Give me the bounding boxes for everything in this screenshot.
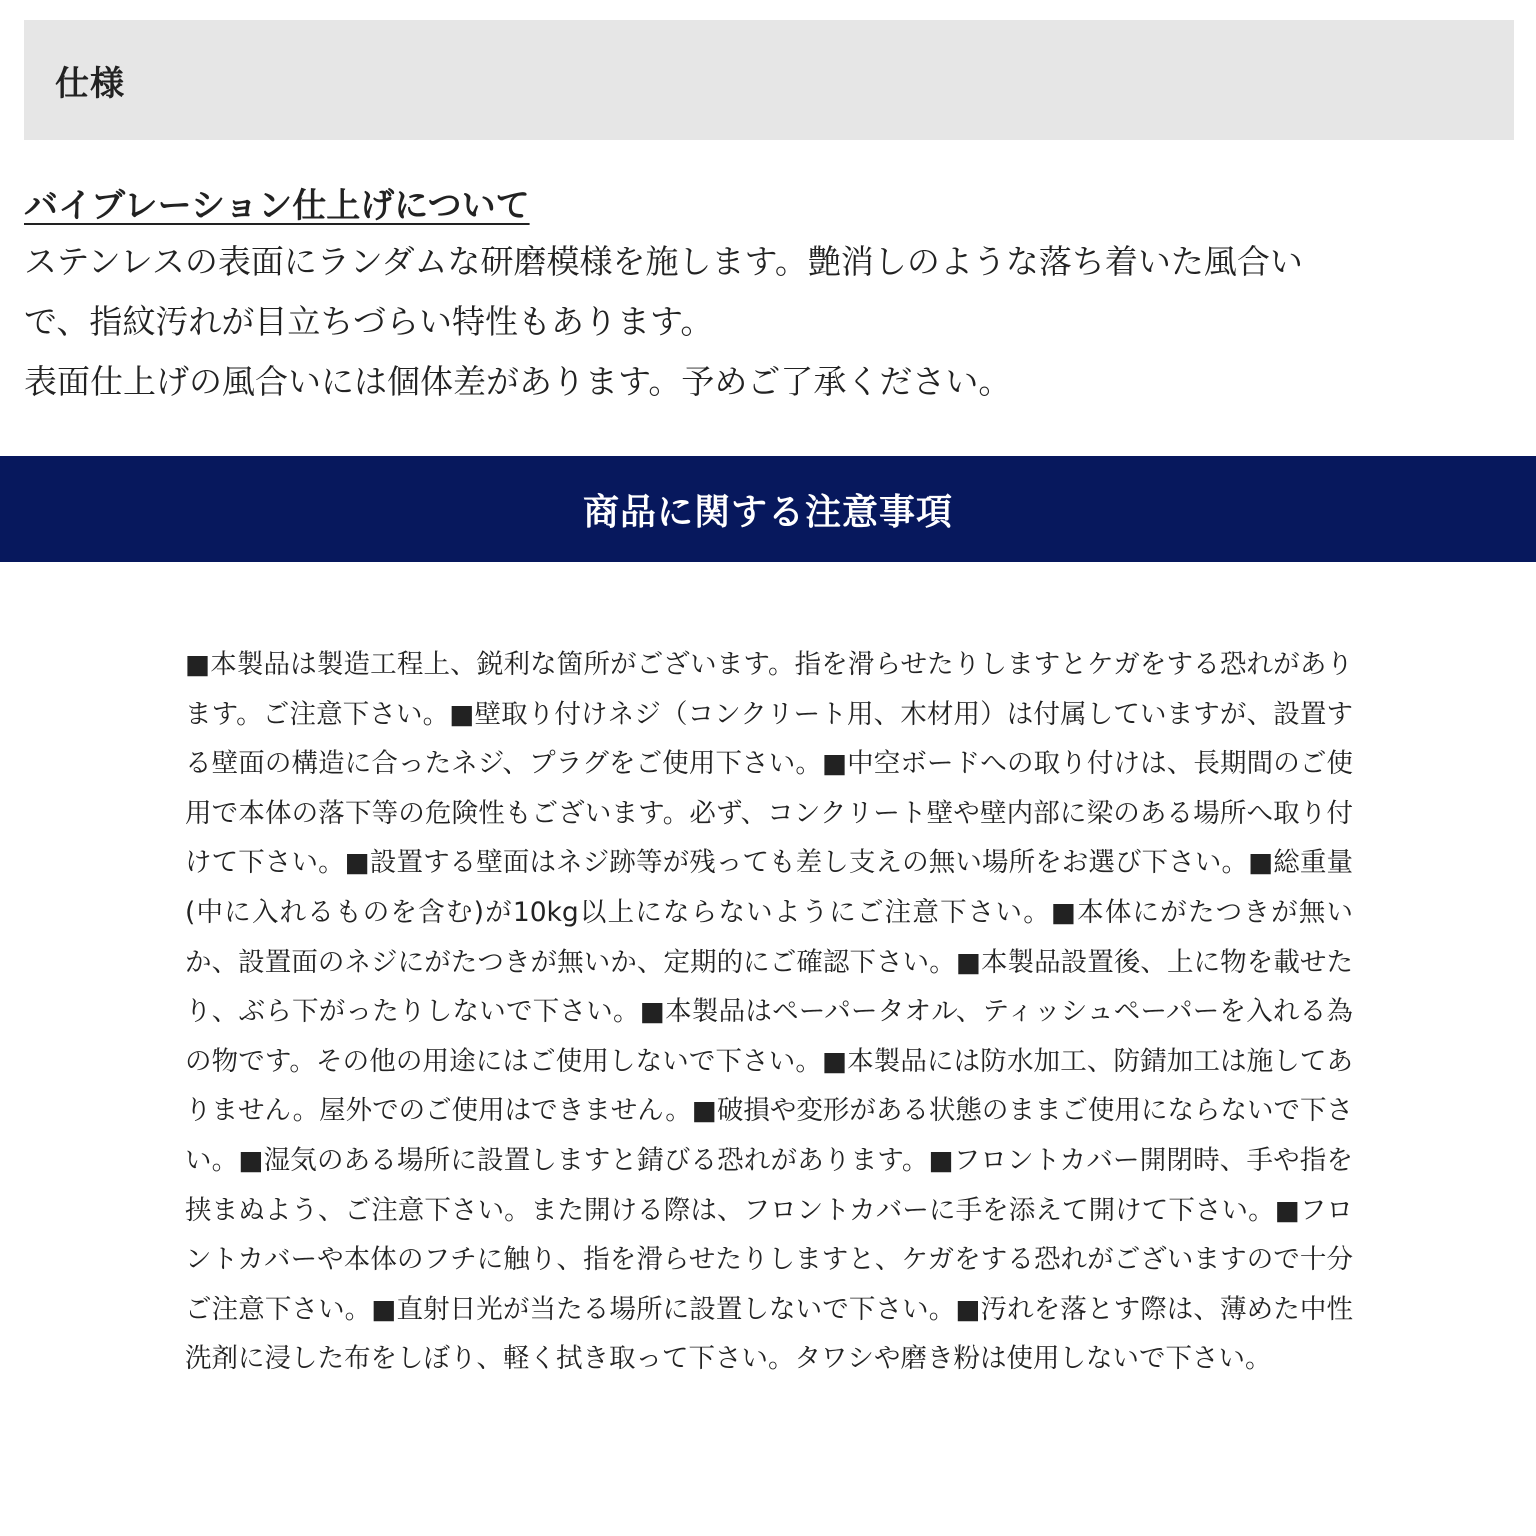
vibration-finish-section: [24, 180, 1504, 412]
vibration-finish-description: [24, 232, 1504, 412]
vibration-line: で、指紋汚れが目立ちづらい特性もあります。: [24, 302, 714, 341]
product-notice-title: 商品に関する注意事項: [582, 491, 953, 533]
vibration-line: ステンレスの表面にランダムな研磨模様を施します。艶消しのような落ち着いた風合い: [24, 242, 1303, 281]
vibration-line: 表面仕上げの風合いには個体差があります。予めご了承ください。: [24, 362, 1012, 401]
product-notice-banner: [0, 456, 1536, 562]
vibration-finish-heading: バイブレーション仕上げについて: [24, 186, 530, 226]
spec-section-header: [24, 20, 1514, 140]
product-notice-text: ■本製品は製造工程上、鋭利な箇所がございます。指を滑らせたりしますとケガをする恐れがあります。ご注意下さい。■壁取り付けネジ（コンクリート用、木材用）は付属していますが、設置する壁面の構造に合ったネジ、プラグをご使用下さい。■中空ボードへの取り付けは、長期間のご使用で本体の落下等の危険性もございます。必ず、コンクリート壁や壁内部に梁のある場所へ取り付けて下さい。■設置する壁面はネジ跡等が残っても差し支えの無い場所をお選び下さい。■総重量(中に入れるものを含む)が10kg以上にならないようにご注意下さい。■本体にがたつきが無いか、設置面のネジにがたつきが無いか、定期的にご確認下さい。■本製品設置後、上に物を載せたり、ぶら下がったりしないで下さい。■本製品はペーパータオル、ティッシュペーパーを入れる為の物です。その他の用途にはご使用しないで下さい。■本製品には防水加工、防錆加工は施してありません。屋外でのご使用はできません。■破損や変形がある状態のままご使用にならないで下さい。■湿気のある場所に設置しますと錆びる恐れがあります。■フロントカバー開閉時、手や指を挟まぬよう、ご注意下さい。また開ける際は、フロントカバーに手を添えて開けて下さい。■フロントカバーや本体のフチに触り、指を滑らせたりしますと、ケガをする恐れがございますので十分ご注意下さい。■直射日光が当たる場所に設置しないで下さい。■汚れを落とす際は、薄めた中性洗剤に浸した布をしぼり、軽く拭き取って下さい。タワシや磨き粉は使用しないで下さい。: [185, 649, 1353, 1375]
spec-title: 仕様: [55, 63, 125, 104]
